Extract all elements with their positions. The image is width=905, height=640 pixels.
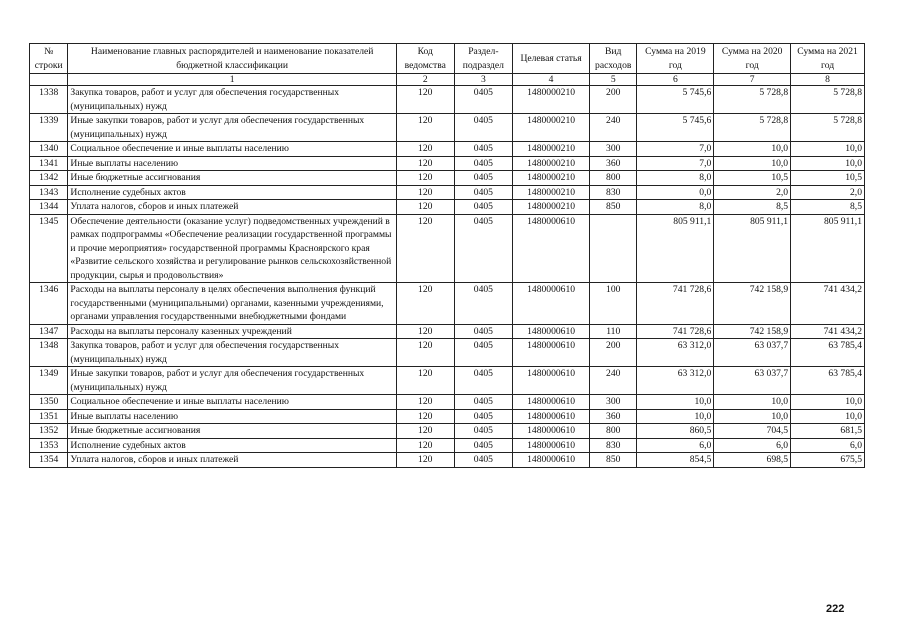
column-number: 8 [791,74,865,86]
row-number: 1349 [30,367,68,395]
column-number: 7 [714,74,791,86]
expense-type: 240 [589,367,637,395]
sum-2021: 10,0 [791,409,865,424]
target-article: 1480000210 [513,185,590,200]
sum-2020: 63 037,7 [714,339,791,367]
sum-2019: 860,5 [637,424,714,439]
row-name: Иные выплаты населению [68,156,397,171]
sum-2019: 63 312,0 [637,339,714,367]
expense-type: 830 [589,438,637,453]
sum-2020: 10,0 [714,409,791,424]
column-number: 1 [68,74,397,86]
sum-2021: 63 785,4 [791,367,865,395]
department-code: 120 [396,324,454,339]
target-article: 1480000210 [513,156,590,171]
section-code: 0405 [454,395,513,410]
sum-2020: 8,5 [714,200,791,215]
table-row [30,339,865,367]
table-row [30,86,865,114]
section-code: 0405 [454,185,513,200]
sum-2019: 5 745,6 [637,86,714,114]
sum-2020: 10,0 [714,142,791,157]
sum-2020: 10,5 [714,171,791,186]
column-number [30,74,68,86]
department-code: 120 [396,185,454,200]
row-number: 1340 [30,142,68,157]
section-code: 0405 [454,214,513,283]
department-code: 120 [396,409,454,424]
sum-2021: 675,5 [791,453,865,468]
row-name: Социальное обеспечение и иные выплаты населению [68,395,397,410]
sum-2019: 6,0 [637,438,714,453]
department-code: 120 [396,395,454,410]
sum-2019: 10,0 [637,395,714,410]
table-row [30,114,865,142]
sum-2020: 63 037,7 [714,367,791,395]
row-number: 1344 [30,200,68,215]
row-number: 1345 [30,214,68,283]
row-number: 1351 [30,409,68,424]
sum-2019: 741 728,6 [637,283,714,325]
table-row [30,200,865,215]
row-number: 1346 [30,283,68,325]
column-number: 6 [637,74,714,86]
sum-2019: 7,0 [637,142,714,157]
column-number: 4 [513,74,590,86]
sum-2019: 741 728,6 [637,324,714,339]
department-code: 120 [396,200,454,215]
sum-2021: 10,5 [791,171,865,186]
department-code: 120 [396,453,454,468]
target-article: 1480000610 [513,324,590,339]
table-row [30,409,865,424]
row-name: Иные бюджетные ассигнования [68,171,397,186]
sum-2021: 10,0 [791,395,865,410]
sum-2021: 5 728,8 [791,86,865,114]
table-row [30,185,865,200]
header-sum-2019: Сумма на 2019 год [637,44,714,74]
sum-2019: 8,0 [637,171,714,186]
row-name: Исполнение судебных актов [68,438,397,453]
row-name: Расходы на выплаты персоналу казенных учреждений [68,324,397,339]
row-name: Иные бюджетные ассигнования [68,424,397,439]
sum-2019: 854,5 [637,453,714,468]
expense-type: 110 [589,324,637,339]
sum-2021: 2,0 [791,185,865,200]
section-code: 0405 [454,114,513,142]
section-code: 0405 [454,409,513,424]
sum-2019: 63 312,0 [637,367,714,395]
expense-type: 200 [589,86,637,114]
sum-2021: 6,0 [791,438,865,453]
sum-2020: 704,5 [714,424,791,439]
sum-2019: 7,0 [637,156,714,171]
sum-2021: 805 911,1 [791,214,865,283]
row-number: 1348 [30,339,68,367]
target-article: 1480000610 [513,453,590,468]
target-article: 1480000610 [513,438,590,453]
section-code: 0405 [454,339,513,367]
section-code: 0405 [454,200,513,215]
department-code: 120 [396,156,454,171]
row-name: Закупка товаров, работ и услуг для обеспечения государственных (муниципальных) нужд [68,339,397,367]
table-row [30,142,865,157]
sum-2021: 741 434,2 [791,324,865,339]
department-code: 120 [396,283,454,325]
row-name: Закупка товаров, работ и услуг для обеспечения государственных (муниципальных) нужд [68,86,397,114]
expense-type: 100 [589,283,637,325]
section-code: 0405 [454,156,513,171]
expense-type: 360 [589,409,637,424]
table-row [30,283,865,325]
sum-2019: 805 911,1 [637,214,714,283]
sum-2021: 10,0 [791,142,865,157]
row-number: 1343 [30,185,68,200]
sum-2021: 10,0 [791,156,865,171]
target-article: 1480000210 [513,86,590,114]
department-code: 120 [396,424,454,439]
target-article: 1480000210 [513,114,590,142]
expense-type: 240 [589,114,637,142]
section-code: 0405 [454,453,513,468]
header-sum-2021: Сумма на 2021 год [791,44,865,74]
header-department-code: Код ведомства [396,44,454,74]
sum-2020: 742 158,9 [714,324,791,339]
expense-type: 800 [589,424,637,439]
row-name: Обеспечение деятельности (оказание услуг) подведомственных учреждений в рамках подпрограммы «Обеспечение реализации государственной программы и прочие мероприятия» государственной программы Красноярского края «Развитие сельского хозяйства и регулирование рынков сельскохозяйственной продукции, сырья и продовольствия» [68,214,397,283]
department-code: 120 [396,142,454,157]
expense-type: 360 [589,156,637,171]
row-name: Социальное обеспечение и иные выплаты населению [68,142,397,157]
column-number: 2 [396,74,454,86]
row-number: 1350 [30,395,68,410]
sum-2021: 5 728,8 [791,114,865,142]
target-article: 1480000610 [513,424,590,439]
section-code: 0405 [454,324,513,339]
sum-2019: 0,0 [637,185,714,200]
department-code: 120 [396,438,454,453]
target-article: 1480000610 [513,409,590,424]
sum-2020: 6,0 [714,438,791,453]
sum-2020: 5 728,8 [714,86,791,114]
row-number: 1352 [30,424,68,439]
department-code: 120 [396,114,454,142]
target-article: 1480000610 [513,339,590,367]
header-row-number: № строки [30,44,68,74]
target-article: 1480000210 [513,200,590,215]
department-code: 120 [396,86,454,114]
sum-2020: 698,5 [714,453,791,468]
expense-type: 200 [589,339,637,367]
row-number: 1347 [30,324,68,339]
expense-type [589,214,637,283]
row-name: Уплата налогов, сборов и иных платежей [68,453,397,468]
page-number: 222 [826,603,845,615]
table-row [30,453,865,468]
row-number: 1341 [30,156,68,171]
target-article: 1480000210 [513,171,590,186]
column-number: 3 [454,74,513,86]
row-name: Иные выплаты населению [68,409,397,424]
budget-table [29,43,865,468]
row-name: Исполнение судебных актов [68,185,397,200]
row-number: 1353 [30,438,68,453]
sum-2021: 8,5 [791,200,865,215]
table-row [30,156,865,171]
sum-2019: 5 745,6 [637,114,714,142]
target-article: 1480000610 [513,395,590,410]
row-name: Иные закупки товаров, работ и услуг для обеспечения государственных (муниципальных) нужд [68,114,397,142]
section-code: 0405 [454,142,513,157]
department-code: 120 [396,339,454,367]
expense-type: 300 [589,142,637,157]
expense-type: 850 [589,200,637,215]
sum-2021: 681,5 [791,424,865,439]
table-row [30,171,865,186]
expense-type: 850 [589,453,637,468]
sum-2019: 8,0 [637,200,714,215]
section-code: 0405 [454,283,513,325]
expense-type: 300 [589,395,637,410]
expense-type: 800 [589,171,637,186]
target-article: 1480000210 [513,142,590,157]
sum-2020: 742 158,9 [714,283,791,325]
expense-type: 830 [589,185,637,200]
row-name: Уплата налогов, сборов и иных платежей [68,200,397,215]
department-code: 120 [396,214,454,283]
row-number: 1338 [30,86,68,114]
section-code: 0405 [454,424,513,439]
sum-2020: 5 728,8 [714,114,791,142]
sum-2019: 10,0 [637,409,714,424]
table-header-row [30,44,865,74]
table-body [30,86,865,468]
table-row [30,395,865,410]
row-number: 1342 [30,171,68,186]
target-article: 1480000610 [513,283,590,325]
header-section: Раздел-подраздел [454,44,513,74]
sum-2020: 10,0 [714,156,791,171]
sum-2021: 741 434,2 [791,283,865,325]
target-article: 1480000610 [513,214,590,283]
sum-2020: 805 911,1 [714,214,791,283]
section-code: 0405 [454,86,513,114]
header-name: Наименование главных распорядителей и наименование показателей бюджетной классификации [68,44,397,74]
row-number: 1339 [30,114,68,142]
column-number-row [30,74,865,86]
section-code: 0405 [454,438,513,453]
header-expense-type: Вид расходов [589,44,637,74]
section-code: 0405 [454,367,513,395]
table-row [30,438,865,453]
table-row [30,324,865,339]
table-row [30,367,865,395]
department-code: 120 [396,367,454,395]
column-number: 5 [589,74,637,86]
row-number: 1354 [30,453,68,468]
section-code: 0405 [454,171,513,186]
department-code: 120 [396,171,454,186]
sum-2020: 2,0 [714,185,791,200]
table-row [30,424,865,439]
row-name: Расходы на выплаты персоналу в целях обеспечения выполнения функций государственными (муниципальными) органами, казенными учреждениями, органами управления государственными внебюджетными фондами [68,283,397,325]
table-row [30,214,865,283]
header-target-article: Целевая статья [513,44,590,74]
sum-2020: 10,0 [714,395,791,410]
target-article: 1480000610 [513,367,590,395]
header-sum-2020: Сумма на 2020 год [714,44,791,74]
sum-2021: 63 785,4 [791,339,865,367]
row-name: Иные закупки товаров, работ и услуг для обеспечения государственных (муниципальных) нужд [68,367,397,395]
